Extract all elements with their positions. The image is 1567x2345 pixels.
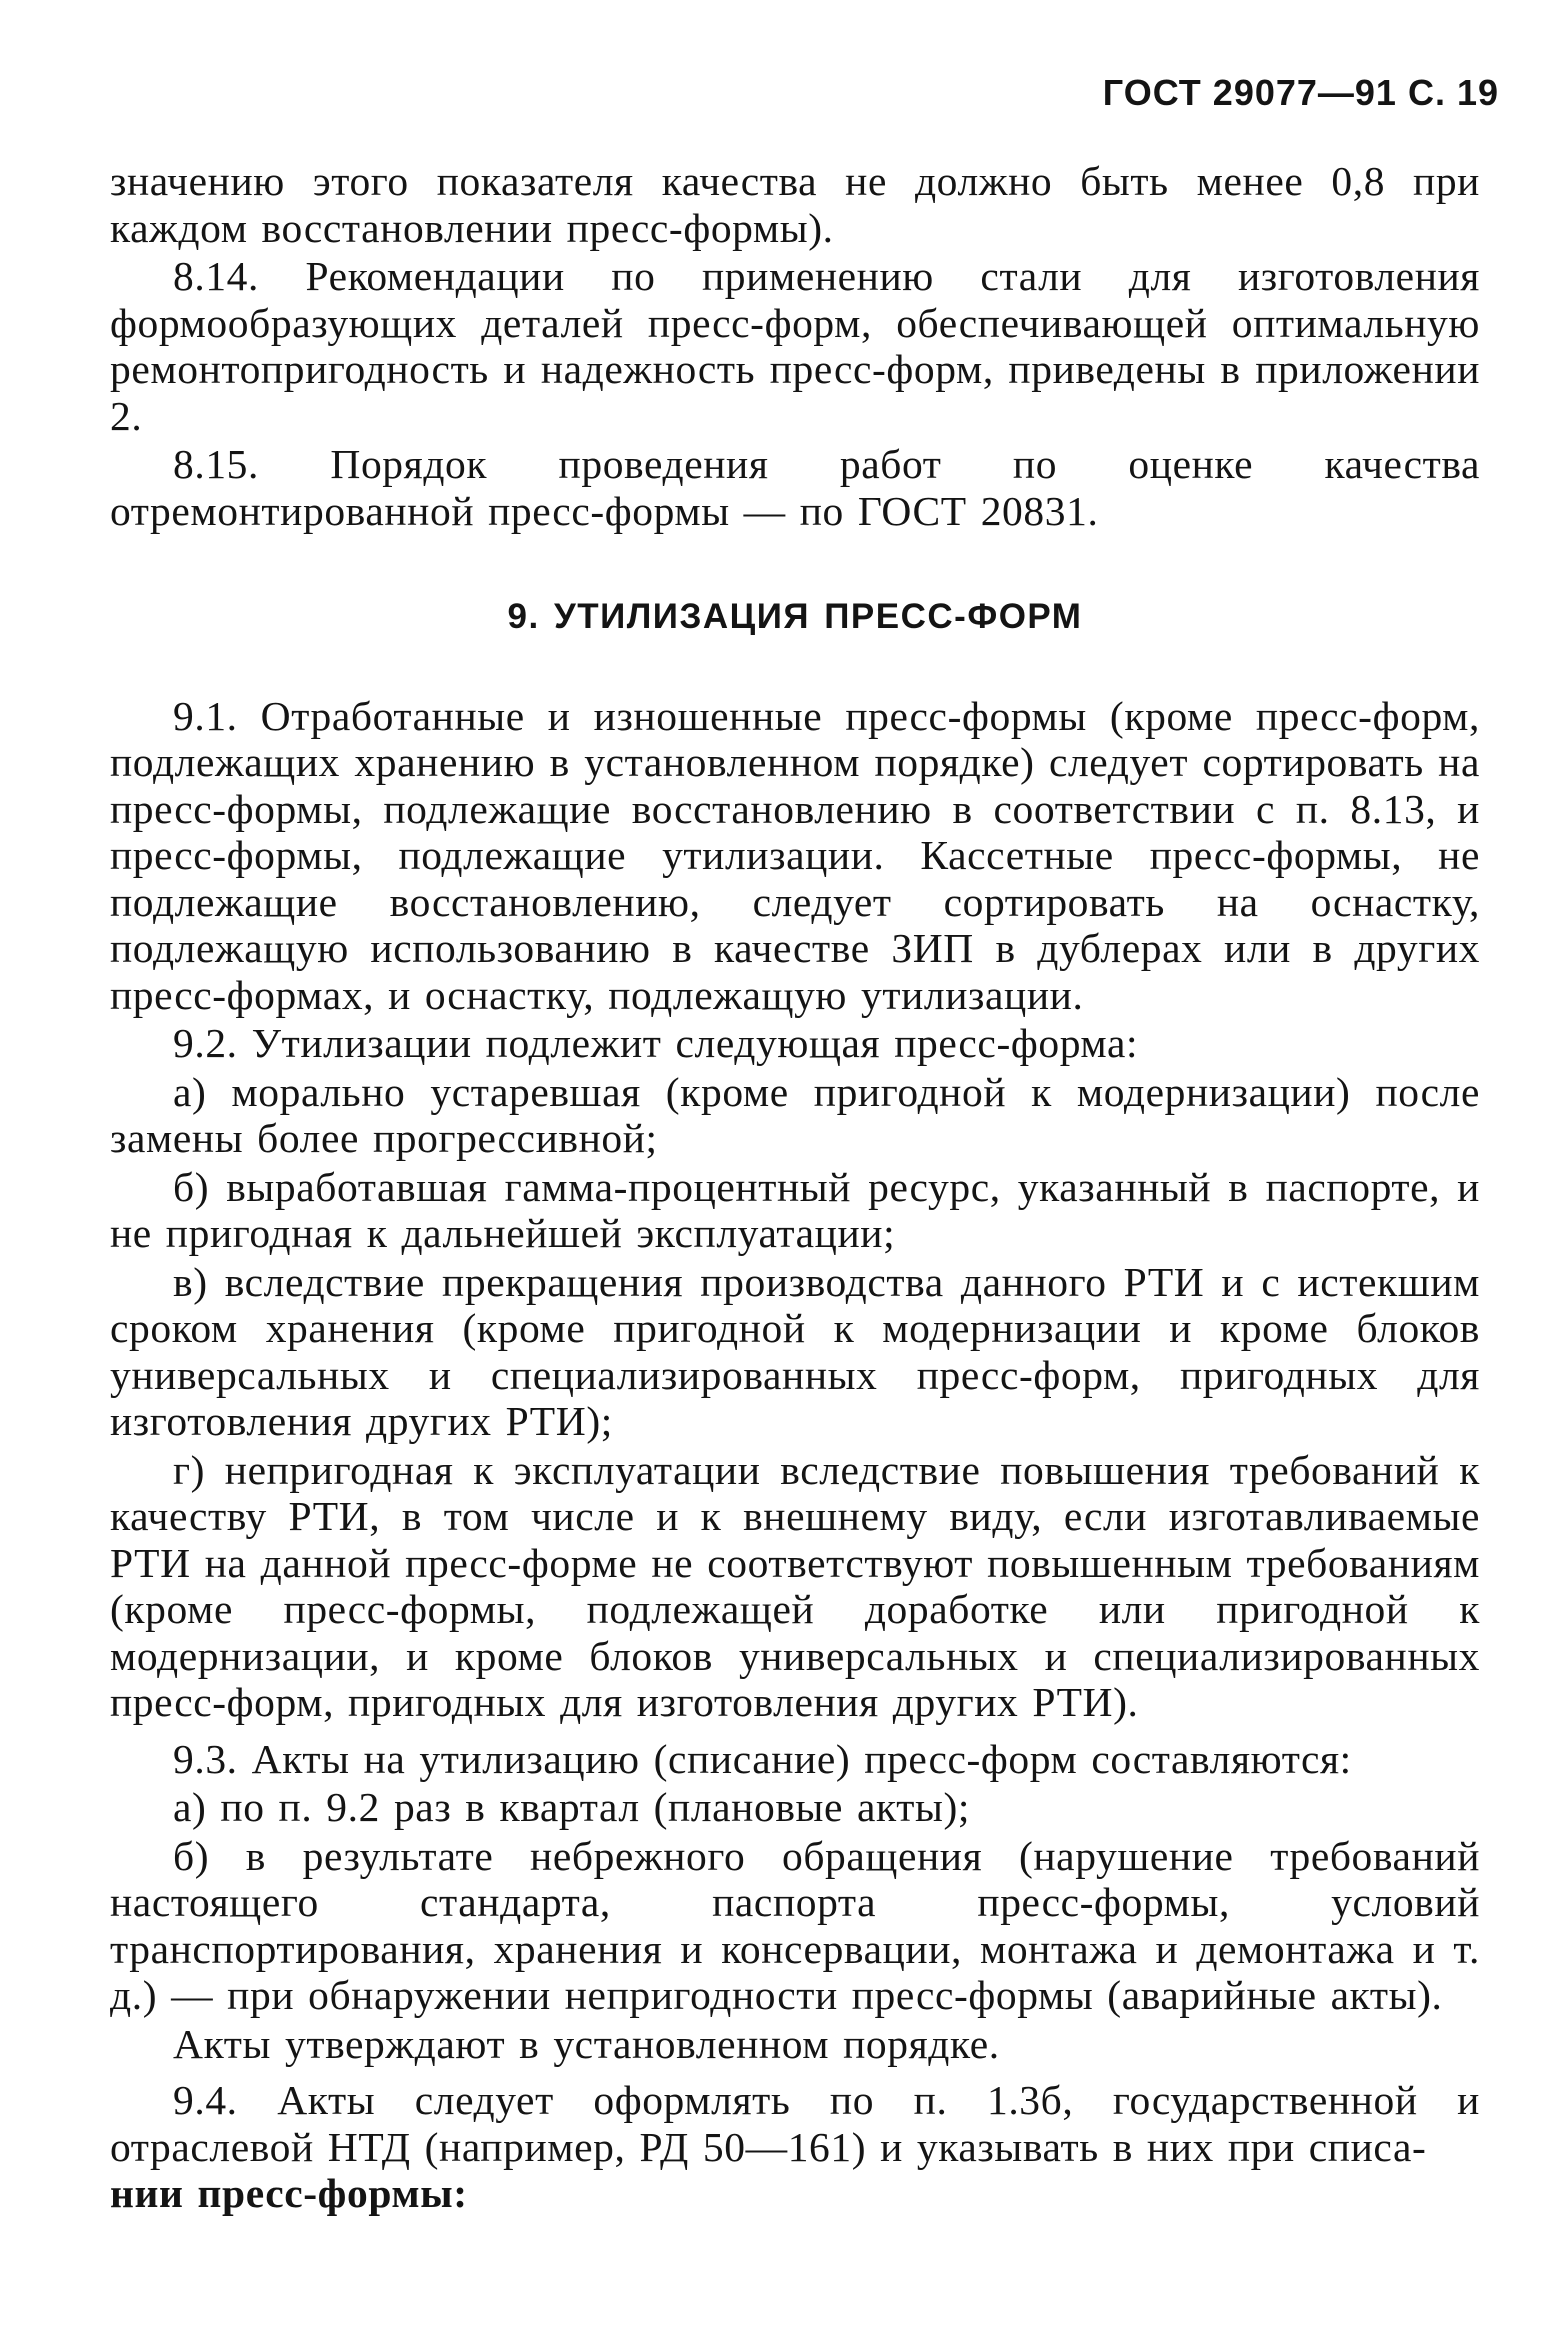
paragraph-9-1: 9.1. Отработанные и изношенные пресс-формы (кроме пресс-форм, подлежащих хранению в установленном порядке) следует сортировать на пресс-формы, подлежащие восстановлению в соответствии с п. 8.13, и пресс-формы, подлежащие утилизации. Кассетные пресс-формы, не подлежащие восстановлению, следует сортировать на оснастку, подлежащую использованию в качестве ЗИП в дублерах или в других пресс-формах, и оснастку, подлежащую утилизации. xyxy=(110,692,1480,1018)
page-body xyxy=(110,158,1480,2217)
paragraph-8-14: 8.14. Рекомендации по применению стали для изготовления формообразующих деталей пресс-форм, обеспечивающей оптимальную ремонтопригодность и надежность пресс-форм, приведены в приложении 2. xyxy=(110,253,1480,439)
running-header: ГОСТ 29077—91 С. 19 xyxy=(1102,72,1499,113)
paragraph-9-3-approval: Акты утверждают в установленном порядке. xyxy=(173,2020,1000,2067)
section-heading: 9. УТИЛИЗАЦИЯ ПРЕСС-ФОРМ xyxy=(507,597,1083,636)
list-item-9-2-a: а) морально устаревшая (кроме пригодной к модернизации) после замены более прогрессивной; xyxy=(110,1068,1480,1161)
paragraph-9-4: 9.4. Акты следует оформлять по п. 1.3б, государственной и отраслевой НТД (например, РД 50—161) и указывать в них при списа- xyxy=(110,2077,1480,2170)
paragraph-continuation: значению этого показателя качества не должно быть менее 0,8 при каждом восстановлении пресс-формы). xyxy=(110,158,1480,251)
list-item-9-3-b: б) в результате небрежного обращения (нарушение требований настоящего стандарта, паспорта пресс-формы, условий транспортирования, хранения и консервации, монтажа и демонтажа и т. д.) — при обнаружении непригодности пресс-формы (аварийные акты). xyxy=(110,1832,1480,2018)
list-item-9-3-a: а) по п. 9.2 раз в квартал (плановые акты); xyxy=(173,1784,971,1830)
paragraph-9-3: 9.3. Акты на утилизацию (списание) пресс-форм составляются: xyxy=(173,1735,1352,1782)
paragraph-9-4-tail: нии пресс-формы: xyxy=(110,2170,468,2216)
list-item-9-2-v: в) вследствие прекращения производства данного РТИ и с истекшим сроком хранения (кроме пригодной к модернизации и кроме блоков универсальных и специализированных пресс-форм, пригодных для изготовления других РТИ); xyxy=(110,1258,1480,1444)
paragraph-8-15: 8.15. Порядок проведения работ по оценке качества отремонтированной пресс-формы — по ГОСТ 20831. xyxy=(110,441,1480,534)
list-item-9-2-b: б) выработавшая гамма-процентный ресурс, указанный в паспорте, и не пригодная к дальнейшей эксплуатации; xyxy=(110,1163,1480,1256)
list-item-9-2-g: г) непригодная к эксплуатации вследствие повышения требований к качеству РТИ, в том числе и к внешнему виду, если изготавливаемые РТИ на данной пресс-форме не соответствуют повышенным требованиям (кроме пресс-формы, подлежащей доработке или пригодной к модернизации, и кроме блоков универсальных и специализированных пресс-форм, пригодных для изготовления других РТИ). xyxy=(110,1446,1480,1725)
paragraph-9-2: 9.2. Утилизации подлежит следующая пресс-форма: xyxy=(173,1020,1139,1066)
